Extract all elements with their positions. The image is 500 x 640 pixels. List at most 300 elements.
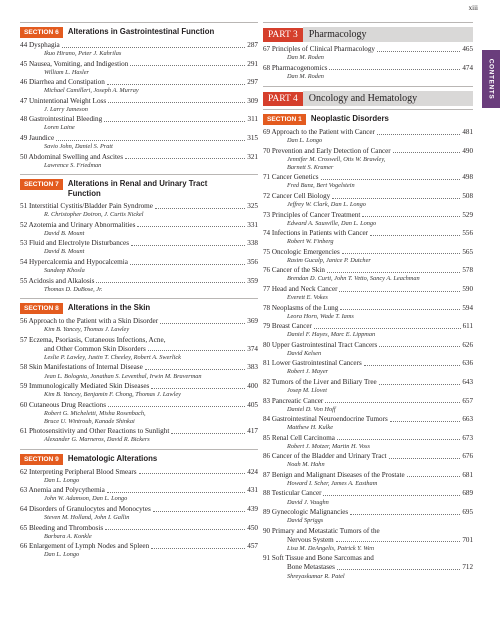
chapter-title: Prevention and Early Detection of Cancer [271,146,391,155]
toc-entry[interactable] [263,248,473,265]
page-number-ref: 474 [462,63,473,72]
toc-entry[interactable] [263,527,473,553]
page-number-ref: 405 [247,400,258,409]
chapter-number: 75 [263,247,271,256]
section-title [68,454,157,464]
chapter-title: Pharmacogenomics [271,63,328,72]
chapter-number: 49 [20,133,28,142]
chapter-title: Principles of Clinical Pharmacology [271,45,375,53]
entry-title [20,221,135,230]
entry-title-line [20,427,258,436]
entry-title-line [263,45,473,54]
dot-leader [171,427,245,434]
toc-entry[interactable] [263,508,473,525]
page-number-ref: 287 [247,41,258,49]
chapter-title: Anemia and Polycythemia [28,486,105,495]
chapter-number: 57 [20,335,28,344]
entry-title [287,563,335,572]
chapter-title: Upper Gastrointestinal Tract Cancers [271,340,378,349]
entry-title [263,415,388,424]
toc-entry[interactable] [263,147,473,172]
chapter-number: 60 [20,400,28,409]
chapter-title: Cancer Genetics [271,173,319,182]
section-title [68,179,208,199]
page-number-ref: 712 [462,563,473,572]
chapter-authors: Dan L. Longo [287,137,323,145]
chapter-authors: Alexander G. Marneros, David R. Bickers [44,436,150,444]
page-number-ref: 400 [247,382,258,390]
page-number-ref: 701 [462,535,473,544]
section-label: SECTION 8 [20,303,63,314]
part-4-label: PART 4 [263,92,303,106]
dot-leader [104,115,245,122]
dot-leader [393,147,461,154]
chapter-title: Disorders of Granulocytes and Monocytes [28,504,151,513]
entry-title-line [20,336,258,345]
chapter-number: 65 [20,523,28,532]
page-number-ref: 695 [462,508,473,517]
chapter-number: 73 [263,210,271,219]
entry-title [20,401,106,410]
part-3-header [263,22,473,42]
page-number-ref: 369 [247,317,258,326]
toc-entry[interactable] [20,336,258,362]
dot-leader [350,508,460,515]
chapter-title: Abdominal Swelling and Ascites [28,152,124,161]
chapter-authors: Ikuo Hirano, Peter J. Kahrilas [44,50,122,58]
chapter-authors: Barnett S. Kramer [287,163,334,171]
entry-title [20,78,105,87]
page-number-ref: 325 [247,202,258,211]
toc-entry[interactable] [263,173,473,190]
chapter-authors: Daniel F. Hayes, Marc E. Lippman [287,331,376,339]
chapter-title: Lower Gastrointestinal Cancers [271,359,362,368]
page-number-ref: 565 [462,247,473,256]
chapter-number: 72 [263,191,271,200]
chapter-number: 66 [20,542,28,551]
dot-leader [131,239,245,246]
dot-leader [389,452,461,459]
entry-title-line [263,322,473,331]
chapter-number: 67 [263,45,271,53]
entry-title [20,524,103,533]
chapter-authors: Barbara A. Konkle [44,532,92,540]
entry-title [263,378,377,387]
chapter-number: 47 [20,96,28,105]
chapter-authors: Bruce U. Wintroub, Kanade Shinkai [44,417,135,425]
toc-entry[interactable] [20,97,258,114]
dot-leader [332,192,460,199]
toc-entry[interactable] [263,378,473,395]
chapter-authors: Robert J. Mayer [287,368,329,376]
toc-entry[interactable] [20,317,258,334]
chapter-number: 84 [263,415,271,424]
chapter-authors: Savio John, Daniel S. Pratt [44,143,113,151]
toc-entry[interactable] [263,266,473,283]
entry-title-line [263,415,473,424]
entry-title [20,134,54,143]
chapter-title: Bone Metastases [287,563,335,572]
contents-side-tab-label: CONTENTS [487,58,495,100]
entry-title-line [263,397,473,406]
entry-title-line [20,382,258,391]
chapter-title: Cancer of the Skin [271,266,325,275]
entry-title [20,505,151,514]
toc-entry[interactable] [263,489,473,506]
page-number-ref: 529 [462,210,473,219]
chapter-number: 51 [20,202,28,211]
chapter-number: 87 [263,470,271,479]
toc-entry[interactable] [263,64,473,81]
chapter-number: 53 [20,239,28,248]
toc-entry[interactable] [20,542,258,559]
chapter-title: Fluid and Electrolyte Disturbances [28,239,129,248]
section-entries [20,41,258,170]
entry-title [20,277,94,286]
chapter-authors: Thomas D. DuBose, Jr. [44,285,103,293]
entry-title-line [263,128,473,137]
entry-title-line [263,471,473,480]
chapter-title: Neoplasms of the Lung [271,303,339,312]
toc-entry[interactable] [20,134,258,151]
chapter-title: Cutaneous Drug Reactions [28,400,107,409]
part-4-title: Oncology and Hematology [303,91,473,106]
entry-title-line [263,359,473,368]
entry-title [20,97,106,106]
toc-entry[interactable] [20,239,258,256]
toc-entry[interactable] [263,471,473,488]
entry-title-line [263,554,473,563]
chapter-title: Azotemia and Urinary Abnormalities [28,220,136,229]
entry-title [20,336,166,345]
section-header [20,449,258,465]
dot-leader [329,64,460,71]
toc-entry[interactable] [20,60,258,77]
toc-entry[interactable] [263,359,473,376]
toc-entry[interactable] [20,277,258,294]
part-4-header [263,86,473,106]
entry-title [263,45,375,54]
entry-title [263,248,340,257]
chapter-authors: Dan L. Longo [44,551,80,559]
toc-entry[interactable] [20,524,258,541]
toc-entry[interactable] [20,468,258,485]
entry-title [20,317,158,326]
toc-entry[interactable] [263,192,473,209]
entry-title [263,471,405,480]
chapter-number: 79 [263,322,271,331]
page-number-ref: 383 [247,363,258,372]
toc-entry[interactable] [20,427,258,444]
chapter-title: Diarrhea and Constipation [28,78,105,87]
section-entries [263,128,473,580]
section-label: SECTION 9 [20,454,63,465]
entry-title [263,304,338,313]
dot-leader [130,60,245,67]
entry-title-line [263,508,473,517]
entry-title [20,258,128,267]
toc-entry[interactable] [20,202,258,219]
dot-leader [96,277,245,284]
entry-title-line [20,486,258,495]
section-header [20,174,258,199]
toc-entry[interactable] [263,452,473,469]
toc-entry[interactable] [20,382,258,399]
entry-title-line [20,524,258,533]
chapter-authors: Sundeep Khosla [44,267,85,275]
page-number-ref: 556 [462,229,473,238]
page-number-ref: 450 [247,523,258,532]
dot-leader [407,471,461,478]
dot-leader [337,434,460,441]
chapter-authors: Daniel D. Von Hoff [287,405,336,413]
entry-title [263,341,377,350]
page-number-ref: 508 [462,191,473,200]
chapter-title: Infections in Patients with Cancer [271,229,369,238]
chapter-number: 56 [20,317,28,326]
entry-title-line [263,147,473,156]
entry-title [263,192,330,201]
entry-title-line [20,202,258,211]
toc-entry[interactable] [20,258,258,275]
entry-title-line [263,64,473,73]
chapter-title: Benign and Malignant Diseases of the Prostate [271,470,405,479]
toc-entry[interactable] [263,211,473,228]
left-column [20,22,258,561]
chapter-authors: Kim B. Yancey, Benjamin F. Chong, Thomas J. Lawley [44,391,181,399]
chapter-number: 62 [20,467,28,476]
page-number-ref: 311 [247,115,258,124]
entry-title [263,266,325,275]
toc-entry[interactable] [263,229,473,246]
chapter-number: 82 [263,377,271,386]
entry-title-line [263,563,473,572]
entry-title-line [263,304,473,313]
dot-leader [153,505,245,512]
chapter-authors: Lawrence S. Friedman [44,161,102,169]
entry-title-line [20,78,258,87]
dot-leader [370,229,460,236]
right-column [263,22,473,582]
part-3-label: PART 3 [263,28,303,42]
page-number-ref: 309 [247,96,258,105]
toc-entry[interactable] [263,397,473,414]
chapter-number: 63 [20,486,28,495]
section-label: SECTION 6 [20,27,63,38]
chapter-authors: Robert J. Motzer, Martin H. Voss [287,442,370,450]
chapter-authors: William L. Hasler [44,68,89,76]
section-title-line: Neoplastic Disorders [310,114,389,124]
toc-entry[interactable] [263,341,473,358]
entry-title [20,41,60,50]
chapter-authors: David Kelsen [287,349,322,357]
chapter-authors: David B. Mount [44,248,85,256]
chapter-authors: Robert G. Micheletti, Misha Rosenbach, [44,409,146,417]
dot-leader [139,468,246,475]
toc-entry[interactable] [20,78,258,95]
chapter-title: Eczema, Psoriasis, Cutaneous Infections, Acne, [28,335,166,344]
dot-leader [151,382,245,389]
chapter-title: Photosensitivity and Other Reactions to Sunlight [28,427,170,436]
dot-leader [137,221,245,228]
toc-entry[interactable] [20,486,258,503]
chapter-title: Principles of Cancer Treatment [271,210,361,219]
entry-title-line [263,248,473,257]
entry-title [263,147,391,156]
toc-entry[interactable] [263,128,473,145]
page-number-ref: 643 [462,377,473,386]
chapter-authors: Loren Laine [44,124,75,132]
chapter-authors: Leora Horn, Wade T. Iams [287,312,354,320]
dot-leader [155,202,245,209]
dot-leader [379,341,460,348]
toc-entry[interactable] [20,363,258,380]
page-number-ref: 578 [462,266,473,275]
chapter-number: 50 [20,152,28,161]
entry-title [263,489,321,498]
entry-title-line [20,97,258,106]
chapter-number: 80 [263,340,271,349]
section-label: SECTION 7 [20,179,63,190]
chapter-title: Soft Tissue and Bone Sarcomas and [271,554,374,563]
dot-leader [321,173,461,180]
entry-title-line [263,378,473,387]
chapter-number: 48 [20,115,28,124]
page-number-ref: 594 [462,303,473,312]
chapter-title: Gastrointestinal Neuroendocrine Tumors [271,415,388,424]
chapter-authors: Howard I. Scher, James A. Eastham [287,479,378,487]
entry-title [20,363,143,372]
toc-entry[interactable] [263,322,473,339]
toc-entry[interactable] [263,304,473,321]
toc-entry[interactable] [263,434,473,451]
chapter-authors: Dan L. Longo [44,476,80,484]
section-title-line: Hematologic Alterations [67,453,158,463]
dot-leader [377,45,460,52]
section-entries [20,202,258,293]
chapter-authors: Jean L. Bolognia, Jonathan S. Leventhal, Irwin M. Braverman [44,372,202,380]
part-3-entries [263,45,473,81]
entry-title [263,554,374,563]
entry-title [20,115,102,124]
chapter-authors: Steven M. Holland, John I. Gallin [44,514,130,522]
chapter-title: Primary and Metastatic Tumors of the [271,526,380,535]
entry-title [263,64,327,73]
chapter-title: Pancreatic Cancer [271,396,324,405]
chapter-authors: Leslie P. Lawley, Justin T. Cheeley, Robert A. Swerlick [44,353,181,361]
entry-title [20,486,105,495]
entry-title [20,202,153,211]
page-number-ref: 417 [247,427,258,436]
toc-entry[interactable] [20,505,258,522]
chapter-authors: Kim B. Yancey, Thomas J. Lawley [44,326,130,334]
chapter-title: Immunologically Mediated Skin Diseases [28,382,150,390]
chapter-authors: Michael Camilleri, Joseph A. Murray [44,87,139,95]
chapter-title: Acidosis and Alkalosis [28,276,95,285]
chapter-number: 55 [20,276,28,285]
chapter-number: 86 [263,452,271,461]
toc-entry[interactable] [20,115,258,132]
section-entries [20,317,258,444]
section-header [20,298,258,314]
chapter-title: Renal Cell Carcinoma [271,433,335,442]
dot-leader [325,397,460,404]
chapter-title: Nausea, Vomiting, and Indigestion [28,59,129,68]
toc-entry[interactable] [20,401,258,426]
entry-title [20,60,128,69]
page-number-ref: 490 [462,146,473,155]
entry-title [44,345,146,354]
chapter-authors: Noah M. Hahn [287,461,325,469]
toc-entry[interactable] [20,41,258,58]
entry-title [20,542,149,551]
toc-entry[interactable] [263,554,473,580]
entry-title [263,128,375,137]
chapter-title: Skin Manifestations of Internal Disease [28,363,143,372]
chapter-number: 74 [263,229,271,238]
toc-entry[interactable] [263,285,473,302]
chapter-title: Dysphagia [28,41,60,49]
chapter-authors: Everett E. Vokes [287,294,328,302]
page-number-ref: 465 [462,45,473,53]
section-header [20,22,258,38]
dot-leader [379,378,461,385]
chapter-number: 58 [20,363,28,372]
page-number-ref: 457 [247,542,258,551]
entry-title [263,285,337,294]
entry-title-line [263,341,473,350]
chapter-title: Enlargement of Lymph Nodes and Spleen [28,542,150,551]
chapter-authors: Fred Bunz, Bert Vogelstein [287,182,355,190]
page-number-ref: 431 [247,486,258,495]
chapter-title: Bleeding and Thrombosis [28,523,104,532]
chapter-authors: J. Larry Jameson [44,105,88,113]
toc-entry[interactable] [263,45,473,62]
entry-title [263,322,312,331]
page-number-ref: 424 [247,467,258,476]
section-title [68,303,150,313]
section-title-line: Function [67,189,101,199]
page-number-ref: 611 [462,322,473,331]
dot-leader [108,97,245,104]
chapter-title: Unintentional Weight Loss [28,96,107,105]
entry-title [263,508,348,517]
entry-title [263,452,387,461]
entry-title-line [20,221,258,230]
chapter-authors: Shreyaskumar R. Patel [287,572,345,580]
dot-leader [125,153,245,160]
chapter-number: 59 [20,382,28,390]
dot-leader [107,78,245,85]
dot-leader [323,489,460,496]
dot-leader [145,363,245,370]
toc-entry[interactable] [20,221,258,238]
chapter-authors: Brendan D. Curti, John T. Vetto, Sancy A. Leachman [287,275,420,283]
section-header [263,109,473,125]
dot-leader [56,134,245,141]
entry-title-line [263,452,473,461]
dot-leader [390,415,461,422]
contents-side-tab [482,50,500,108]
toc-entry[interactable] [20,153,258,170]
toc-entry[interactable] [263,415,473,432]
entry-title-line [263,266,473,275]
chapter-number: 76 [263,266,271,275]
chapter-number: 89 [263,508,271,517]
chapter-number: 71 [263,173,271,182]
entry-title-line [20,134,258,143]
entry-title-line [263,192,473,201]
